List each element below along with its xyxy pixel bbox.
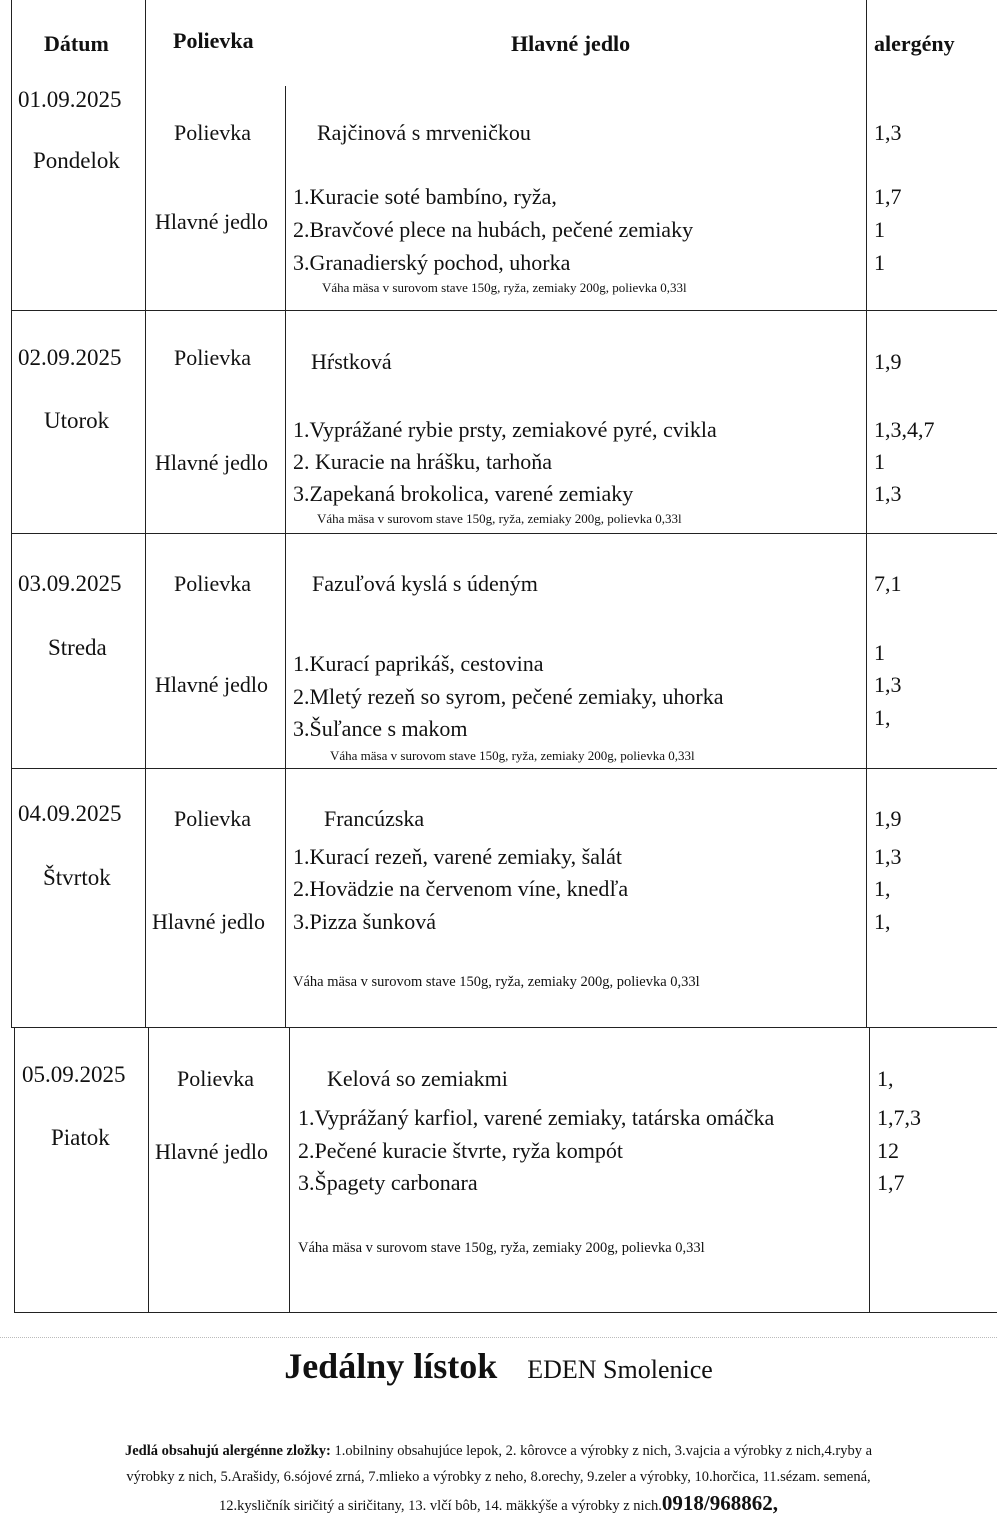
header-main-dish: Hlavné jedlo [511,31,631,56]
row-label-soup: Polievka [174,571,251,596]
header-date: Dátum [44,31,109,56]
title-main: Jedálny lístok [284,1346,498,1386]
allergen-legend-line [0,1438,997,1464]
dish-allergens: 1,3 [874,481,902,506]
dish-item: 1.Vyprážaný karfiol, varené zemiaky, tatárska omáčka [298,1105,775,1130]
dish-allergens: 1,7 [874,184,902,209]
table-border-bottom [14,1312,997,1313]
day-date: 04.09.2025 [18,801,122,826]
allergen-legend-line: výrobky z nich, 5.Arašidy, 6.sójové zrná, 7.mlieko a výrobky z neho, 8.orechy, 9.zeler a výrobky, 10.horčica, 11.sézam. semená, [126,1469,871,1485]
soup-name: Rajčinová s mrveničkou [317,120,531,145]
row-divider [11,1027,997,1028]
row-label-main: Hlavné jedlo [155,209,269,234]
column-divider [866,0,867,1028]
page-title [0,1345,997,1387]
soup-allergens: 1, [877,1066,894,1091]
allergen-legend-text: 1.obilniny obsahujúce lepok, 2. kôrovce a výrobky z nich, 3.vajcia a výrobky z nich,4.ryby a [330,1443,872,1459]
day-date: 03.09.2025 [18,571,122,596]
dish-allergens: 1 [874,250,885,275]
weight-note: Váha mäsa v surovom stave 150g, ryža, zemiaky 200g, polievka 0,33l [322,280,687,295]
soup-allergens: 1,9 [874,806,902,831]
dish-allergens: 1,7 [877,1170,905,1195]
allergen-legend [0,1438,997,1519]
dish-item: 1.Kuracie soté bambíno, ryža, [293,184,557,209]
dish-item: 2.Pečené kuracie štvrte, ryža kompót [298,1138,623,1163]
soup-name: Fazuľová kyslá s údeným [312,571,538,596]
row-label-main: Hlavné jedlo [155,672,269,697]
dish-allergens: 1,7,3 [877,1105,921,1130]
dish-item: 3.Pizza šunková [293,909,436,934]
column-divider [869,1028,870,1313]
dish-item: 1.Kurací rezeň, varené zemiaky, šalát [293,844,623,869]
row-label-soup: Polievka [177,1066,254,1091]
day-weekday: Štvrtok [43,865,111,890]
row-label-soup: Polievka [174,345,251,370]
row-label-soup: Polievka [174,120,251,145]
table-border-left [14,1028,15,1313]
soup-name: Hŕstková [311,349,392,374]
allergen-legend-lead: Jedlá obsahujú alergénne zložky: [124,1443,331,1459]
title-sub: EDEN Smolenice [527,1355,713,1384]
soup-allergens: 7,1 [874,571,902,596]
day-date: 05.09.2025 [22,1062,126,1087]
row-label-main: Hlavné jedlo [152,909,266,934]
dish-item: 3.Granadierský pochod, uhorka [293,250,571,275]
weight-note: Váha mäsa v surovom stave 150g, ryža, zemiaky 200g, polievka 0,33l [330,748,695,763]
dish-allergens: 1 [874,640,885,665]
row-divider [11,533,997,534]
weight-note: Váha mäsa v surovom stave 150g, ryža, zemiaky 200g, polievka 0,33l [298,1240,705,1256]
day-weekday: Utorok [44,408,110,433]
row-label-main: Hlavné jedlo [155,1139,269,1164]
dish-allergens: 1,3,4,7 [874,417,935,442]
dish-allergens: 1, [874,876,891,901]
dish-allergens: 1, [874,909,891,934]
row-divider [11,310,997,311]
column-divider [145,0,146,1028]
dish-allergens: 1 [874,217,885,242]
dish-item: 1.Vyprážané rybie prsty, zemiakové pyré, cvikla [293,417,717,442]
phone-number: 0918/968862, [661,1491,778,1515]
dish-item: 2. Kuracie na hrášku, tarhoňa [293,449,553,474]
soup-name: Francúzska [324,806,425,831]
dish-allergens: 1,3 [874,672,902,697]
row-label-main: Hlavné jedlo [155,450,269,475]
day-date: 02.09.2025 [18,345,122,370]
dish-allergens: 12 [877,1138,899,1163]
allergen-legend-text: 12.kysličník siričitý a siričitany, 13. vlčí bôb, 14. mäkkýše a výrobky z nich. [219,1498,662,1514]
allergen-legend-line [0,1490,997,1519]
dish-item: 3.Špagety carbonara [298,1170,478,1195]
dish-item: 2.Hovädzie na červenom víne, knedľa [293,876,629,901]
day-weekday: Streda [48,635,107,660]
day-date: 01.09.2025 [18,87,122,112]
dish-allergens: 1, [874,705,891,730]
day-weekday: Piatok [51,1125,110,1150]
dish-item: 3.Šuľance s makom [293,716,468,741]
column-divider [289,1028,290,1313]
row-divider [11,768,997,769]
column-divider [148,1028,149,1313]
table-border-left [11,0,12,1028]
dish-allergens: 1 [874,449,885,474]
soup-allergens: 1,9 [874,349,902,374]
dotted-separator [0,1337,997,1338]
header-soup: Polievka [173,28,254,53]
weight-note: Váha mäsa v surovom stave 150g, ryža, zemiaky 200g, polievka 0,33l [293,974,700,990]
header-allergens: alergény [874,31,955,56]
weight-note: Váha mäsa v surovom stave 150g, ryža, zemiaky 200g, polievka 0,33l [317,511,682,526]
dish-item: 2.Bravčové plece na hubách, pečené zemiaky [293,217,694,242]
soup-name: Kelová so zemiakmi [327,1066,508,1091]
dish-item: 1.Kurací paprikáš, cestovina [293,651,544,676]
dish-item: 2.Mletý rezeň so syrom, pečené zemiaky, uhorka [293,684,724,709]
row-label-soup: Polievka [174,806,251,831]
column-divider [285,86,286,1028]
dish-item: 3.Zapekaná brokolica, varené zemiaky [293,481,634,506]
soup-allergens: 1,3 [874,120,902,145]
dish-allergens: 1,3 [874,844,902,869]
day-weekday: Pondelok [33,148,120,173]
